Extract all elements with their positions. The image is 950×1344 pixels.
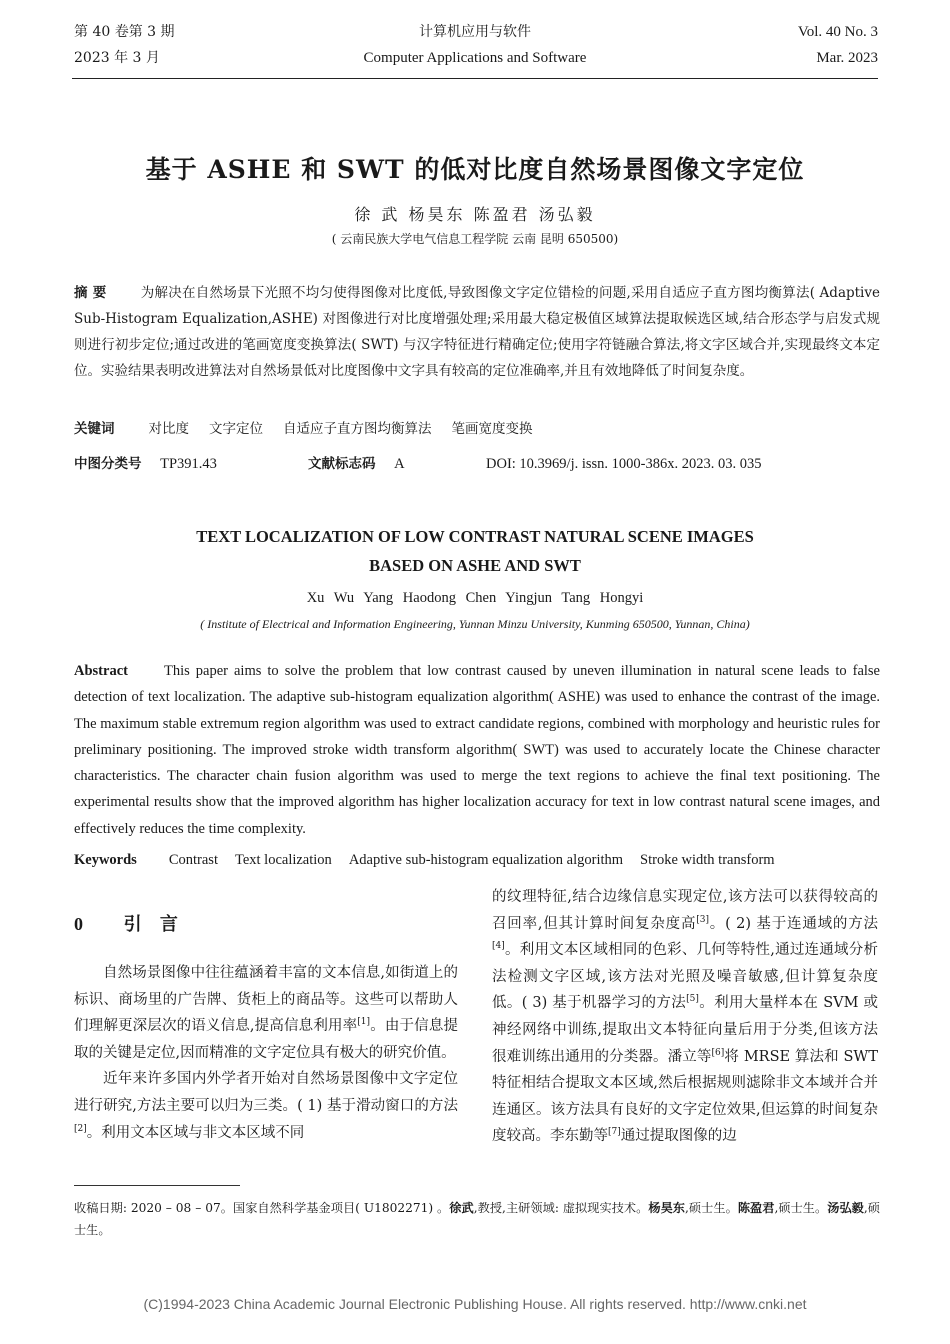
citation-ref: [1] [357, 1017, 371, 1028]
footnote-divider [74, 1185, 240, 1186]
body-paragraph [492, 884, 878, 1150]
citation-ref: [7] [608, 1127, 621, 1138]
citation-ref: [5] [686, 994, 699, 1005]
clc-value: TP391.43 [160, 456, 217, 472]
footnote-text: ,硕士生。 [74, 1201, 880, 1237]
footnote-author: 徐武 [449, 1201, 474, 1215]
footnote-author: 陈盈君 [737, 1201, 775, 1215]
section-title: 引 言 [123, 914, 184, 935]
abstract-en [74, 658, 880, 842]
footnote-text: ,教授,主研领域: 虚拟现实技术。 [473, 1201, 649, 1215]
issue-volume: 第 40 卷第 3 期 [74, 24, 175, 40]
keyword-en-item: Stroke width transform [640, 852, 775, 868]
body-text: 。利用文本区域与非文本区域不同 [86, 1124, 305, 1141]
journal-name-en: Computer Applications and Software [363, 50, 587, 66]
abstract-cn [74, 280, 880, 384]
paper-title-cn: 基于 ASHE 和 SWT 的低对比度自然场景图像文字定位 [145, 155, 805, 184]
doi: DOI: 10.3969/j. issn. 1000-386x. 2023. 03. 035 [486, 456, 762, 472]
copyright-notice: (C)1994-2023 China Academic Journal Electronic Publishing House. All rights reserved. http://www.cnki.net [143, 1296, 807, 1312]
volume-date: Mar. 2023 [816, 50, 878, 66]
body-paragraph [74, 960, 458, 1066]
keywords-en [74, 852, 792, 869]
body-text: 通过提取图像的边 [620, 1128, 737, 1145]
abstract-en-text: This paper aims to solve the problem that low contrast caused by uneven illumination in natural scene leads to false detection of text localization. The adaptive sub-histogram equalization algorithm( ASHE) was used to enhance the contrast of the image. The maximum stable extremum region algorithm was used to extract candidate regions, combined with morphology and heuristic rules for preliminary positioning. The improved stroke width transform algorithm( SWT) was used to accurately locate the Chinese character characteristics. The character chain fusion algorithm was used to merge the text regions to achieve the final text positioning. The experimental results show that the improved algorithm has higher localization accuracy for text in low contrast natural scene images, and effectively reduces the time complexity. [74, 663, 880, 837]
body-text: 。利用文本区域相同的色彩、几何等特性,通过连通域分析法检测文字区域,该方法对光照及噪音敏感,但计算复杂度低。( 3) 基于机器学习的方法 [492, 942, 878, 1012]
keyword-en-item: Adaptive sub-histogram equalization algorithm [348, 852, 624, 868]
doc-code-label: 文献标志码 [308, 456, 376, 472]
keyword-cn-item: 对比度 [148, 421, 189, 437]
body-text: 。利用大量样本在 SVM 或神经网络中训练,提取出文本特征向量后用于分类,但该方法很难训练出通用的分类器。潘立等 [492, 995, 878, 1065]
body-left-column [74, 960, 458, 1146]
keyword-en-item: Text localization [234, 852, 332, 868]
keywords-en-label: Keywords [74, 852, 137, 868]
footnote-text: ,硕士生。 [774, 1201, 828, 1215]
affiliation-cn: ( 云南民族大学电气信息工程学院 云南 昆明 650500) [331, 232, 619, 246]
citation-ref: [2] [74, 1123, 87, 1134]
document-code [308, 451, 405, 477]
section-heading [74, 910, 184, 936]
footnote-author: 杨昊东 [648, 1201, 686, 1215]
citation-ref: [4] [492, 941, 505, 952]
body-paragraph [74, 1066, 458, 1146]
keyword-cn-item: 笔画宽度变换 [451, 421, 533, 437]
body-text: 近年来许多国内外学者开始对自然场景图像中文字定位进行研究,方法主要可以归为三类。( 1) 基于滑动窗口的方法 [74, 1071, 458, 1114]
header-divider [72, 78, 878, 79]
keyword-cn-item: 文字定位 [209, 421, 263, 437]
authors-en: Xu Wu Yang Haodong Chen Yingjun Tang Hongyi [306, 590, 644, 606]
body-text: 。( 2) 基于连通域的方法 [709, 915, 879, 932]
clc-label: 中图分类号 [74, 456, 142, 472]
abstract-en-label: Abstract [74, 663, 128, 679]
footnote-text: ,硕士生。 [685, 1201, 738, 1215]
volume-number: Vol. 40 No. 3 [797, 24, 878, 40]
keyword-en-item: Contrast [168, 852, 218, 868]
body-text: 的纹理特征,结合边缘信息实现定位,该方法可以获得较高的召回率,但其计算时间复杂度高 [492, 889, 878, 932]
paper-title-en-line2: BASED ON ASHE AND SWT [369, 556, 581, 575]
section-number: 0 [74, 914, 89, 934]
paper-title-en-line1: TEXT LOCALIZATION OF LOW CONTRAST NATURAL SCENE IMAGES [196, 527, 754, 546]
footnote-author: 汤弘毅 [827, 1201, 864, 1215]
abstract-cn-label: 摘 要 [74, 285, 107, 301]
body-text: 。由于信息提取的关键是定位,因而精准的文字定位具有极大的研究价值。 [74, 1018, 459, 1061]
body-text: 将 MRSE 算法和 SWT 特征相结合提取文本区域,然后根据规则滤除非文本域并合并连通区。该方法具有良好的文字定位效果,但运算的时间复杂度较高。李东勤等 [492, 1048, 879, 1145]
doc-code-value: A [394, 456, 405, 472]
classification-line [74, 451, 217, 477]
affiliation-en: ( Institute of Electrical and Information Engineering, Yunnan Minzu University, Kunming 650500, Yunnan, China) [200, 617, 750, 631]
citation-ref: [3] [696, 914, 709, 925]
journal-volume-en [798, 19, 878, 71]
footnote-received: 收稿日期: 2020 – 08 – 07。国家自然科学基金项目( U1802271) 。 [74, 1201, 450, 1215]
body-text: 自然场景图像中往往蕴涵着丰富的文本信息,如街道上的标识、商场里的广告牌、货柜上的商品等。这些可以帮助人们理解更深层次的语义信息,提高信息利用率 [74, 965, 458, 1035]
journal-name-cn: 计算机应用与软件 [419, 24, 531, 40]
body-right-column [492, 884, 878, 1150]
keywords-cn [74, 416, 880, 442]
authors-cn: 徐 武 杨昊东 陈盈君 汤弘毅 [354, 205, 596, 224]
issue-date: 2023 年 3 月 [74, 50, 160, 66]
keyword-cn-item: 自适应子直方图均衡算法 [283, 421, 432, 437]
keywords-cn-label: 关键词 [74, 421, 115, 437]
footnote [74, 1197, 880, 1241]
abstract-cn-text: 为解决在自然场景下光照不均匀使得图像对比度低,导致图像文字定位错检的问题,采用自适应子直方图均衡算法( Adaptive Sub-Histogram Equalization,ASHE) 对图像进行对比度增强处理;采用最大稳定极值区域算法提取候选区域,结合形态学与启发式规则进行初步定位;通过改进的笔画宽度变换算法( SWT) 与汉字特征进行精确定位;使用字符链融合算法,将文字区域合并,实现最终文本定位。实验结果表明改进算法对自然场景低对比度图像中文字具有较高的定位准确率,并且有效地降低了时间复杂度。 [74, 285, 880, 379]
citation-ref: [6] [711, 1047, 725, 1058]
paper-title-en [0, 522, 950, 580]
